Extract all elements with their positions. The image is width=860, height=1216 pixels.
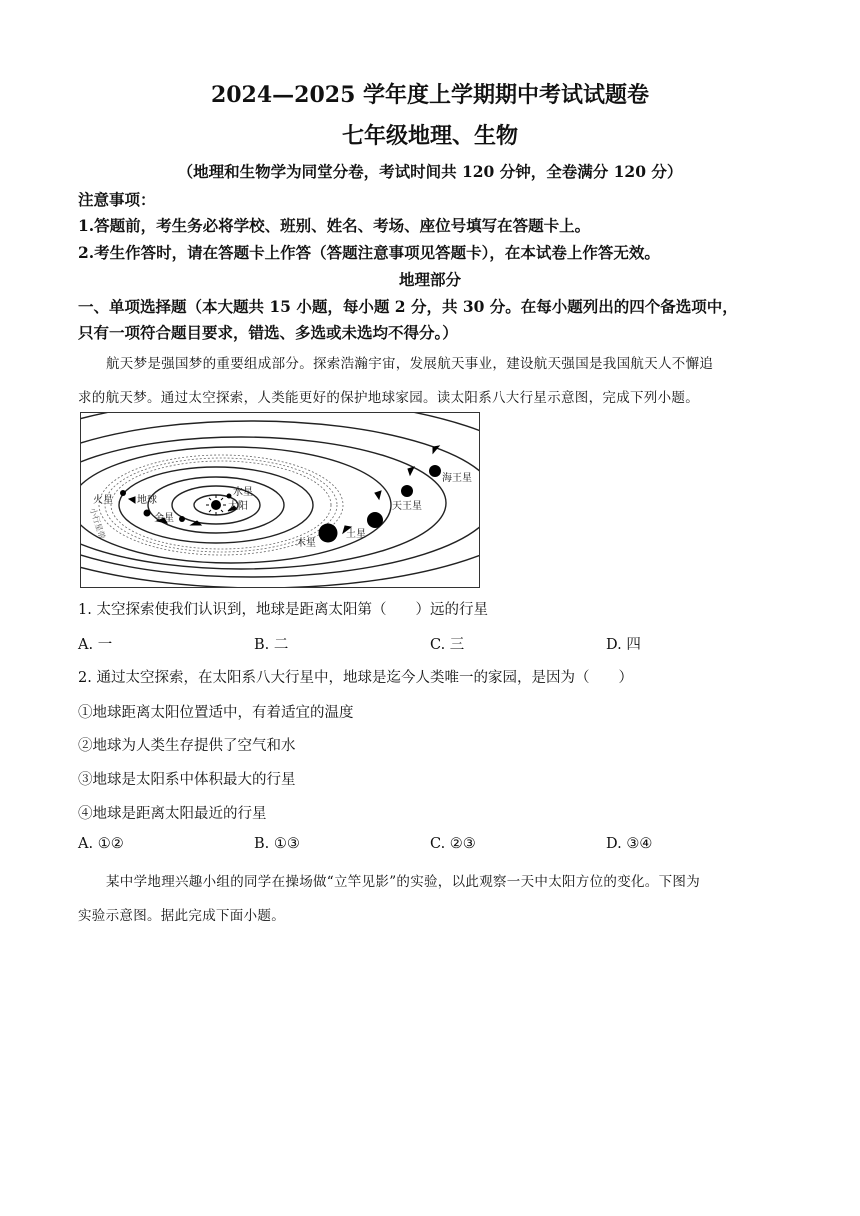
passage1-line2: 求的航天梦。通过太空探索，人类能更好的保护地球家园。读太阳系八大行星示意图，完成下列小题。 <box>78 390 699 406</box>
passage2-line1: 某中学地理兴趣小组的同学在操场做“立竿见影”的实验，以此观察一天中太阳方位的变化。下图为 <box>106 874 701 890</box>
question-2-option-a: A. ①② <box>78 836 124 852</box>
label-uranus: 天王星 <box>392 501 422 512</box>
part1-heading-line1: 一、单项选择题（本大题共 15 小题，每小题 2 分，共 30 分。在每小题列出的四个备选项中， <box>78 297 738 316</box>
exam-note: （地理和生物学为同堂分卷，考试时间共 120 分钟，全卷满分 120 分） <box>177 162 683 181</box>
arrow-icon <box>375 491 381 499</box>
question-2-stem: 2. 通过太空探索，在太阳系八大行星中，地球是迄今人类唯一的家园，是因为（ ） <box>78 670 633 686</box>
label-earth: 地球 <box>137 495 157 506</box>
exam-subject: 七年级地理、生物 <box>341 123 518 149</box>
question-2-statement-3: ③地球是太阳系中体积最大的行星 <box>78 772 296 788</box>
venus-dot <box>179 516 185 522</box>
passage1-line1: 航天梦是强国梦的重要组成部分。探索浩瀚宇宙，发展航天事业，建设航天强国是我国航天人不懈追 <box>106 356 714 372</box>
part1-heading-line2: 只有一项符合题目要求，错选、多选或未选均不得分。） <box>78 323 458 342</box>
passage2-line2: 实验示意图。据此完成下面小题。 <box>78 908 285 924</box>
solar-system-figure <box>80 412 480 588</box>
neptune-dot <box>429 465 441 477</box>
label-asteroid-belt: 小行星带 <box>88 506 107 541</box>
label-jupiter: 木星 <box>296 538 316 549</box>
question-1-option-a: A. 一 <box>78 637 113 653</box>
label-neptune: 海王星 <box>442 473 472 484</box>
question-1-option-b: B. 二 <box>254 637 289 653</box>
question-2-statement-1: ①地球距离太阳位置适中，有着适宜的温度 <box>78 705 354 721</box>
mars-dot <box>120 490 126 496</box>
mercury-dot <box>227 494 232 499</box>
solar-system-diagram <box>81 413 480 588</box>
instruction-item-2: 2.考生作答时，请在答题卡上作答（答题注意事项见答题卡），在本试卷上作答无效。 <box>78 243 660 262</box>
instructions-heading: 注意事项： <box>78 190 156 209</box>
question-1-stem: 1. 太空探索使我们认识到，地球是距离太阳第（ ）远的行星 <box>78 602 488 618</box>
sun-icon <box>206 495 226 515</box>
question-2-statement-2: ②地球为人类生存提供了空气和水 <box>78 738 296 754</box>
label-mercury: 水星 <box>233 487 253 498</box>
instruction-item-1: 1.答题前，考生务必将学校、班别、姓名、考场、座位号填写在答题卡上。 <box>78 216 591 235</box>
label-sun: 太阳 <box>228 501 248 512</box>
arrow-icon <box>433 446 439 453</box>
exam-title: 2024—2025 学年度上学期期中考试试题卷 <box>210 82 650 108</box>
jupiter-dot <box>319 524 338 543</box>
question-1-option-c: C. 三 <box>430 637 465 653</box>
uranus-dot <box>401 485 413 497</box>
section-title: 地理部分 <box>398 270 461 289</box>
earth-dot <box>144 510 151 517</box>
label-venus: 金星 <box>154 513 174 524</box>
question-2-option-d: D. ③④ <box>606 836 653 852</box>
arrow-icon <box>129 497 135 503</box>
question-2-statement-4: ④地球是距离太阳最近的行星 <box>78 806 267 822</box>
question-1-option-d: D. 四 <box>606 637 641 653</box>
label-mars: 火星 <box>93 495 113 506</box>
label-saturn: 土星 <box>346 529 366 540</box>
question-2-option-b: B. ①③ <box>254 836 300 852</box>
question-2-option-c: C. ②③ <box>430 836 476 852</box>
arrow-icon <box>408 467 414 475</box>
saturn-dot <box>367 512 383 528</box>
